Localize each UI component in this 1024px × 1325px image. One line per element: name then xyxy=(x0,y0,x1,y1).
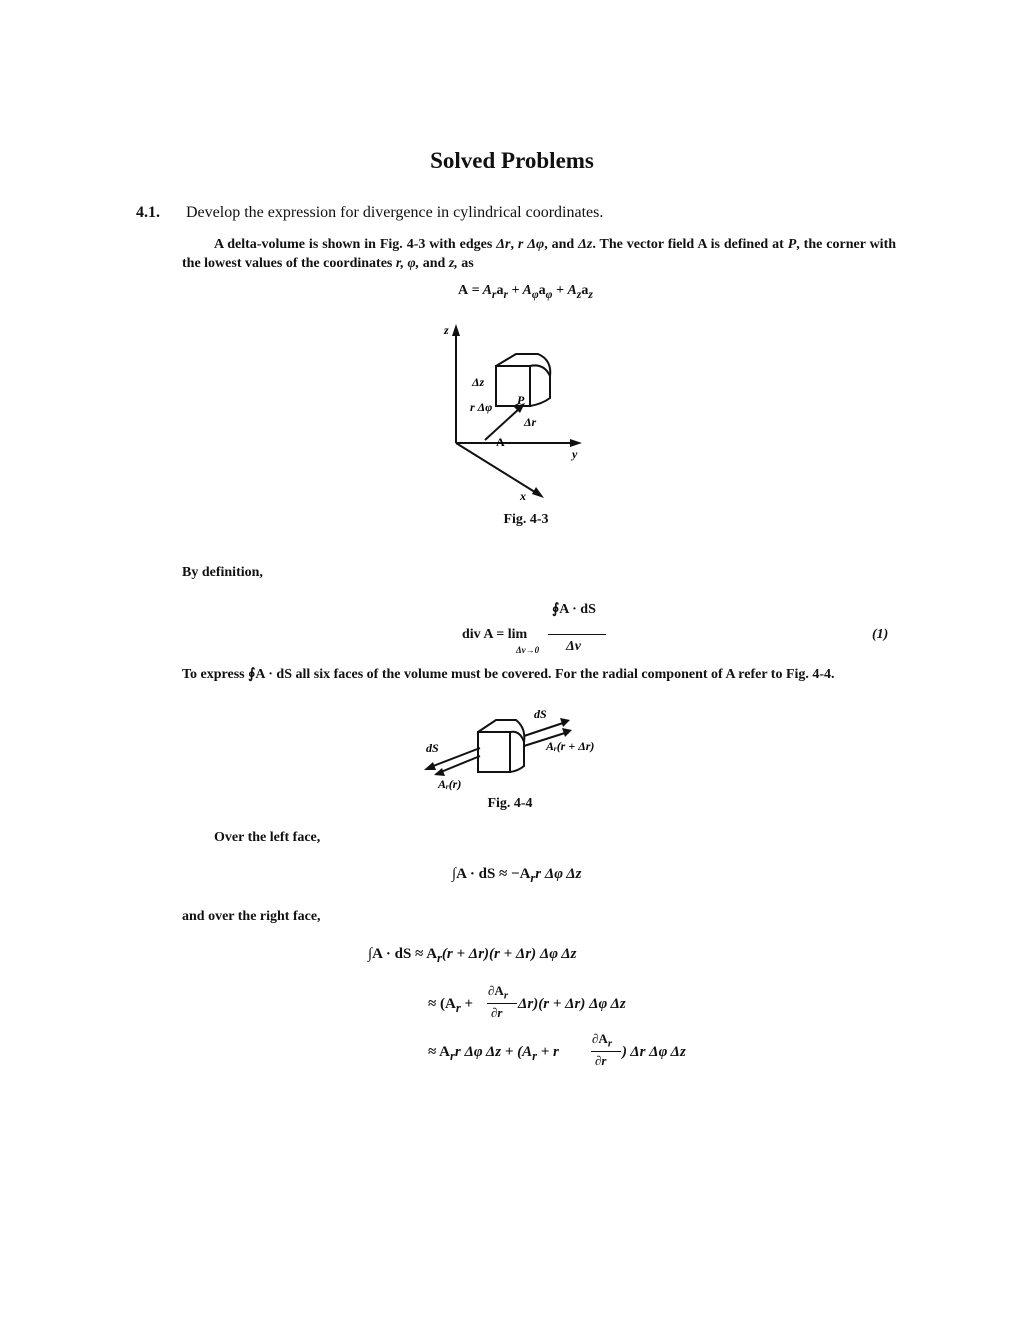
z-arrowhead xyxy=(452,324,460,336)
page-title: Solved Problems xyxy=(430,148,594,173)
label-dz: Δz xyxy=(472,375,485,389)
label-y: y xyxy=(572,447,578,461)
equation-tag-1: (1) xyxy=(872,627,889,642)
problem-statement: Develop the expression for divergence in cylindrical coordinates. xyxy=(186,204,604,221)
fig-4-4-caption: Fig. 4-4 xyxy=(487,796,533,811)
figure-4-3 xyxy=(430,318,600,508)
x-axis xyxy=(456,443,538,494)
x-arrowhead xyxy=(532,487,544,498)
express-paragraph: To express ∮A · dS all six faces of the volume must be covered. For the radial component of A refer to Fig. 4-4. xyxy=(182,667,835,682)
intro-paragraph: A delta-volume is shown in Fig. 4-3 with edges Δr, r Δφ, and Δz. The vector field A is defined at P, the corner with the lowest values of the coordinates r, φ, and z, as xyxy=(182,237,897,271)
by-definition: By definition, xyxy=(182,565,263,580)
label-z: z xyxy=(444,323,449,337)
right-face-equation-2a: ≈ ($A_r$ + xyxy=(428,996,473,1015)
label-Ar-dr: Aᵣ(r + Δr) xyxy=(546,739,595,753)
label-x: x xyxy=(520,489,526,503)
dAr-denominator: ∂r xyxy=(491,1005,503,1020)
field-equation: $A = A_ra_r + A_\varphi a_\varphi + A_za_z$ xyxy=(458,283,593,301)
figure-4-4 xyxy=(418,708,628,794)
dAr-fraction-bar-2 xyxy=(591,1051,621,1052)
label-P: P xyxy=(517,393,525,407)
div-lim-sub: Δv→0 xyxy=(516,645,540,655)
label-dr: Δr xyxy=(524,415,537,429)
right-face-equation-3d: ) Δr Δφ Δz xyxy=(622,1044,686,1060)
right-face-equation-1: ∫A · dS ≈ $A_r(r + \Delta r)(r + \Delta r)$ Δφ Δz xyxy=(368,946,577,965)
fig-4-3-caption: Fig. 4-3 xyxy=(503,512,549,527)
left-face-equation: ∫A · dS ≈ $-A_rr$ Δφ Δz xyxy=(452,866,582,885)
dAr-denominator-2: ∂r xyxy=(595,1053,607,1068)
delta-volume-small xyxy=(478,720,524,772)
div-lhs: div A = lim xyxy=(462,627,528,642)
div-numerator: ∮A · dS xyxy=(552,602,596,617)
right-face-equation-2c: Δr)(r + Δr) Δφ Δz xyxy=(518,996,626,1012)
label-dS-left: dS xyxy=(426,741,439,755)
over-right-face: and over the right face, xyxy=(182,909,321,924)
right-face-equation-3a: ≈ $A_rr$ Δφ $\Delta z + (A_r + r$ xyxy=(428,1044,559,1063)
label-rdphi: r Δφ xyxy=(470,400,493,414)
label-Ar: Aᵣ(r) xyxy=(438,777,462,791)
dS-left-head xyxy=(424,762,436,770)
dAr-numerator: $\partial A_r$ xyxy=(488,983,509,1002)
y-arrowhead xyxy=(570,439,582,447)
dS-right-head xyxy=(560,718,570,727)
dAr-fraction-bar xyxy=(487,1003,517,1004)
label-dS-right: dS xyxy=(534,708,547,721)
problem-number: 4.1. xyxy=(136,204,160,221)
div-denominator: Δv xyxy=(566,639,581,654)
dAr-numerator-2: $\partial A_r$ xyxy=(592,1031,613,1050)
over-left-face: Over the left face, xyxy=(214,830,321,845)
label-A: A xyxy=(496,435,505,449)
div-fraction-bar xyxy=(548,634,606,635)
Ar-right-head xyxy=(562,728,572,737)
